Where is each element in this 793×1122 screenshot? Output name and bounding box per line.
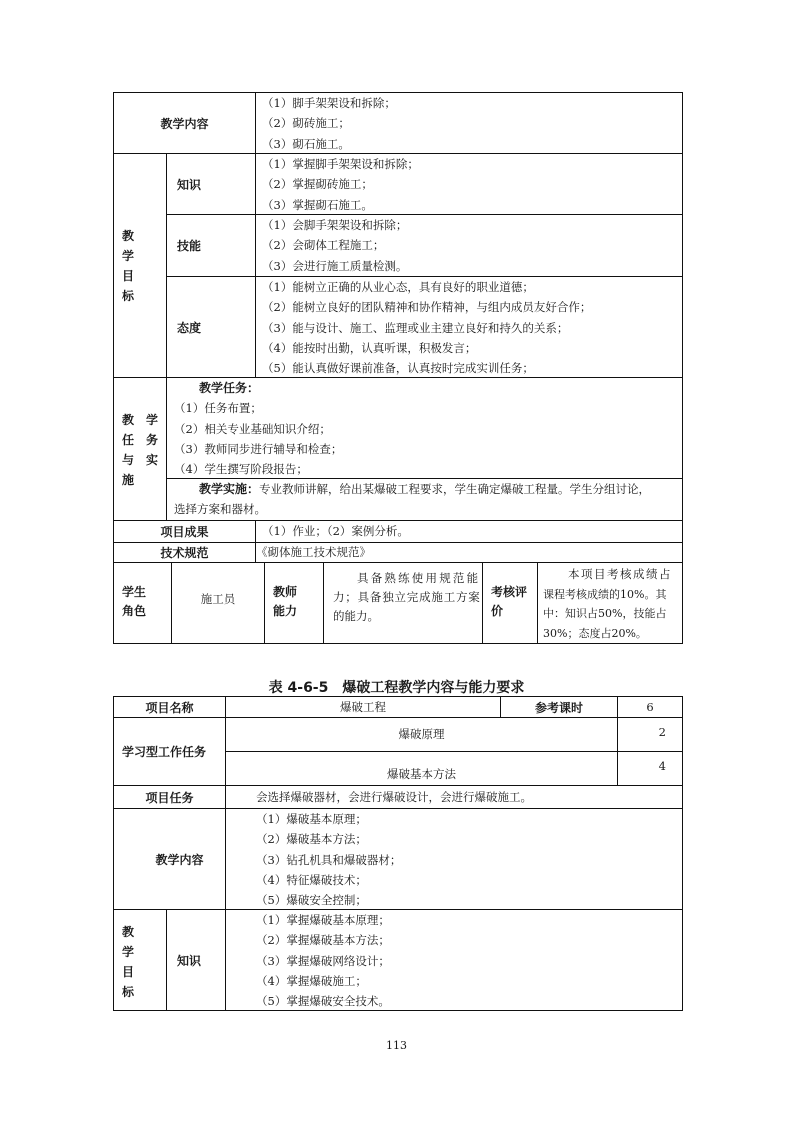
teaching-impl-line-2: 选择方案和器材。: [174, 502, 266, 517]
knowledge-2-label-cell: [166, 909, 226, 1011]
assessment-label-cell: [482, 562, 538, 644]
list-item: （3）会进行施工质量检测。: [262, 258, 408, 273]
list-item: （1）脚手架架设和拆除；: [262, 96, 396, 110]
list-item: （1）掌握脚手架架设和拆除；: [262, 157, 419, 171]
page-number: 113: [386, 1039, 407, 1052]
skills-cell: [255, 214, 683, 277]
teacher-ability-line: 的能力。: [333, 609, 379, 623]
list-item: （2）掌握爆破基本方法；: [256, 933, 390, 948]
project-task-label: 项目任务: [145, 790, 194, 805]
work-task-hours: 4: [658, 759, 666, 773]
student-role-cell: [171, 562, 265, 644]
student-role-label-cell: [113, 562, 172, 644]
attitude-label-cell: [166, 276, 256, 378]
list-item: （4）能按时出勤，认真听课，积极发言；: [262, 340, 477, 355]
list-item: （3）钻孔机具和爆破器材；: [256, 852, 402, 867]
list-item: （2）能树立良好的团队精神和协作精神，与组内成员友好合作；: [262, 300, 592, 315]
teacher-ability-label-cell: [264, 562, 324, 644]
list-item: （3）掌握爆破网络设计；: [256, 953, 390, 968]
attitude-cell: [255, 276, 683, 378]
teaching-tasks-cell: [166, 377, 683, 479]
label-char: 目: [122, 965, 135, 979]
list-item: （2）掌握砌砖施工；: [262, 177, 373, 192]
project-name-cell: [225, 696, 501, 718]
ref-hours-label: 参考课时: [534, 700, 583, 715]
results-value: （1）作业；（2）案例分析。: [262, 524, 409, 539]
teaching-content-cell: [255, 92, 683, 154]
label-line: 教师: [273, 585, 298, 599]
work-tasks-label-cell: [113, 717, 226, 786]
label-char: 标: [122, 289, 135, 303]
knowledge-2-label: 知识: [177, 953, 202, 968]
task-impl-label-cell: [113, 377, 167, 521]
standards-cell: [255, 542, 683, 563]
list-item: （3）掌握砌石施工。: [262, 197, 373, 212]
work-task-hours-cell: [617, 717, 683, 752]
label-char: 标: [122, 985, 135, 999]
knowledge-2-cell: [225, 909, 683, 1011]
teacher-ability-cell: [323, 562, 483, 644]
knowledge-cell: [255, 153, 683, 215]
work-task-row: [225, 717, 618, 752]
ref-hours-label-cell: [500, 696, 618, 718]
list-item: （5）爆破安全控制；: [256, 893, 367, 908]
work-task-hours: 2: [658, 725, 666, 739]
standards-value: 《砌体施工技术规范》: [256, 545, 371, 560]
label-line: 能力: [273, 604, 298, 618]
assessment-label: [491, 583, 527, 621]
list-item: （2）砌砖施工；: [262, 116, 350, 131]
task-impl-label: [122, 410, 158, 490]
teaching-content-label: 教学内容: [160, 116, 209, 131]
standards-label-cell: [113, 542, 256, 563]
label-line: 任 务: [122, 433, 159, 447]
list-item: （5）能认真做好课前准备，认真按时完成实训任务；: [262, 361, 534, 376]
list-item: （1）会脚手架架设和拆除；: [262, 218, 408, 232]
teaching-goals-2-label-cell: [113, 909, 167, 1011]
skills-label: 技能: [177, 239, 202, 253]
list-item: （5）掌握爆破安全技术。: [256, 994, 390, 1009]
project-task-label-cell: [113, 785, 226, 809]
assessment-cell: [537, 562, 683, 644]
label-line: 学生: [122, 585, 147, 599]
label-line: 教 学: [122, 413, 159, 427]
knowledge-label: 知识: [177, 177, 202, 192]
list-item: （3）砌石施工。: [262, 136, 350, 151]
results-label-cell: [113, 520, 256, 543]
assessment-line: 30%；态度占20%。: [543, 626, 647, 640]
teaching-impl-cell: [166, 478, 683, 521]
label-char: 教: [122, 229, 135, 243]
attitude-label: 态度: [177, 320, 202, 335]
teaching-tasks-heading: 教学任务：: [199, 381, 260, 395]
assessment-line: 课程考核成绩的10%。其: [543, 587, 667, 601]
teaching-content-2-label-cell: [113, 808, 226, 910]
list-item: （1）任务布置；: [174, 401, 262, 416]
list-item: （1）能树立正确的从业心态，具有良好的职业道德；: [262, 280, 534, 294]
list-item: （2）相关专业基础知识介绍；: [174, 421, 331, 436]
label-char: 教: [122, 925, 135, 939]
work-task-row: [225, 751, 618, 786]
teaching-impl-heading: 教学实施：: [199, 482, 260, 496]
student-role-label: [122, 583, 146, 621]
list-item: （3）教师同步进行辅导和检查；: [174, 441, 343, 456]
teacher-ability-line: 力；具备独立完成施工方案: [333, 590, 481, 604]
teaching-content-2-cell: [225, 808, 683, 910]
list-item: （1）掌握爆破基本原理；: [256, 913, 390, 927]
list-item: （2）会砌体工程施工；: [262, 238, 385, 253]
label-char: 目: [122, 269, 135, 283]
list-item: （3）能与设计、施工、监理或业主建立良好和持久的关系；: [262, 320, 569, 335]
teaching-content-2-label: 教学内容: [155, 852, 204, 867]
work-task-name: 爆破基本方法: [387, 767, 456, 781]
teaching-goals-label-cell: [113, 153, 167, 378]
label-line: 角色: [122, 604, 147, 618]
student-role-value: 施工员: [200, 592, 236, 606]
project-name-value: 爆破工程: [340, 699, 386, 714]
label-char: 学: [122, 945, 135, 959]
teaching-impl-text: 专业教师讲解，给出某爆破工程要求，学生确定爆破工程量。学生分组讨论，: [259, 482, 651, 496]
teaching-goals-2-label: [122, 922, 134, 1002]
project-task-value: 会选择爆破器材，会进行爆破设计，会进行爆破施工。: [256, 789, 532, 804]
assessment-line: 中：知识占50%，技能占: [543, 607, 667, 620]
skills-label-cell: [166, 214, 256, 277]
table-2-caption: 表 4-6-5 爆破工程教学内容与能力要求: [268, 680, 525, 696]
list-item: （4）特征爆破技术；: [256, 872, 367, 887]
ref-hours-cell: [617, 696, 683, 718]
results-label: 项目成果: [160, 525, 209, 539]
assessment-line: 本项目考核成绩占: [568, 567, 672, 581]
label-line: 价: [491, 604, 504, 618]
list-item: （4）学生撰写阶段报告；: [174, 462, 308, 477]
teacher-ability-label: [273, 583, 297, 621]
project-name-label: 项目名称: [145, 700, 194, 715]
work-tasks-label: 学习型工作任务: [122, 745, 207, 759]
knowledge-label-cell: [166, 153, 256, 215]
project-task-cell: [225, 785, 683, 809]
project-name-label-cell: [113, 696, 226, 718]
teaching-goals-label: [122, 226, 134, 306]
list-item: （1）爆破基本原理；: [256, 812, 367, 826]
ref-hours-value: 6: [646, 699, 654, 714]
list-item: （4）掌握爆破施工；: [256, 973, 367, 988]
standards-label: 技术规范: [160, 546, 209, 560]
teacher-ability-line: 具备熟练使用规范能: [357, 571, 481, 585]
teaching-impl-line-1: [174, 479, 682, 499]
work-task-name: 爆破原理: [398, 727, 445, 742]
label-line: 与 实: [122, 453, 159, 467]
label-char: 学: [122, 249, 135, 263]
results-cell: [255, 520, 683, 543]
work-task-hours-cell: [617, 751, 683, 786]
label-line: 考核评: [491, 585, 528, 599]
list-item: （2）爆破基本方法；: [256, 832, 367, 847]
label-line: 施: [122, 473, 135, 487]
teaching-content-label-cell: [113, 92, 256, 154]
